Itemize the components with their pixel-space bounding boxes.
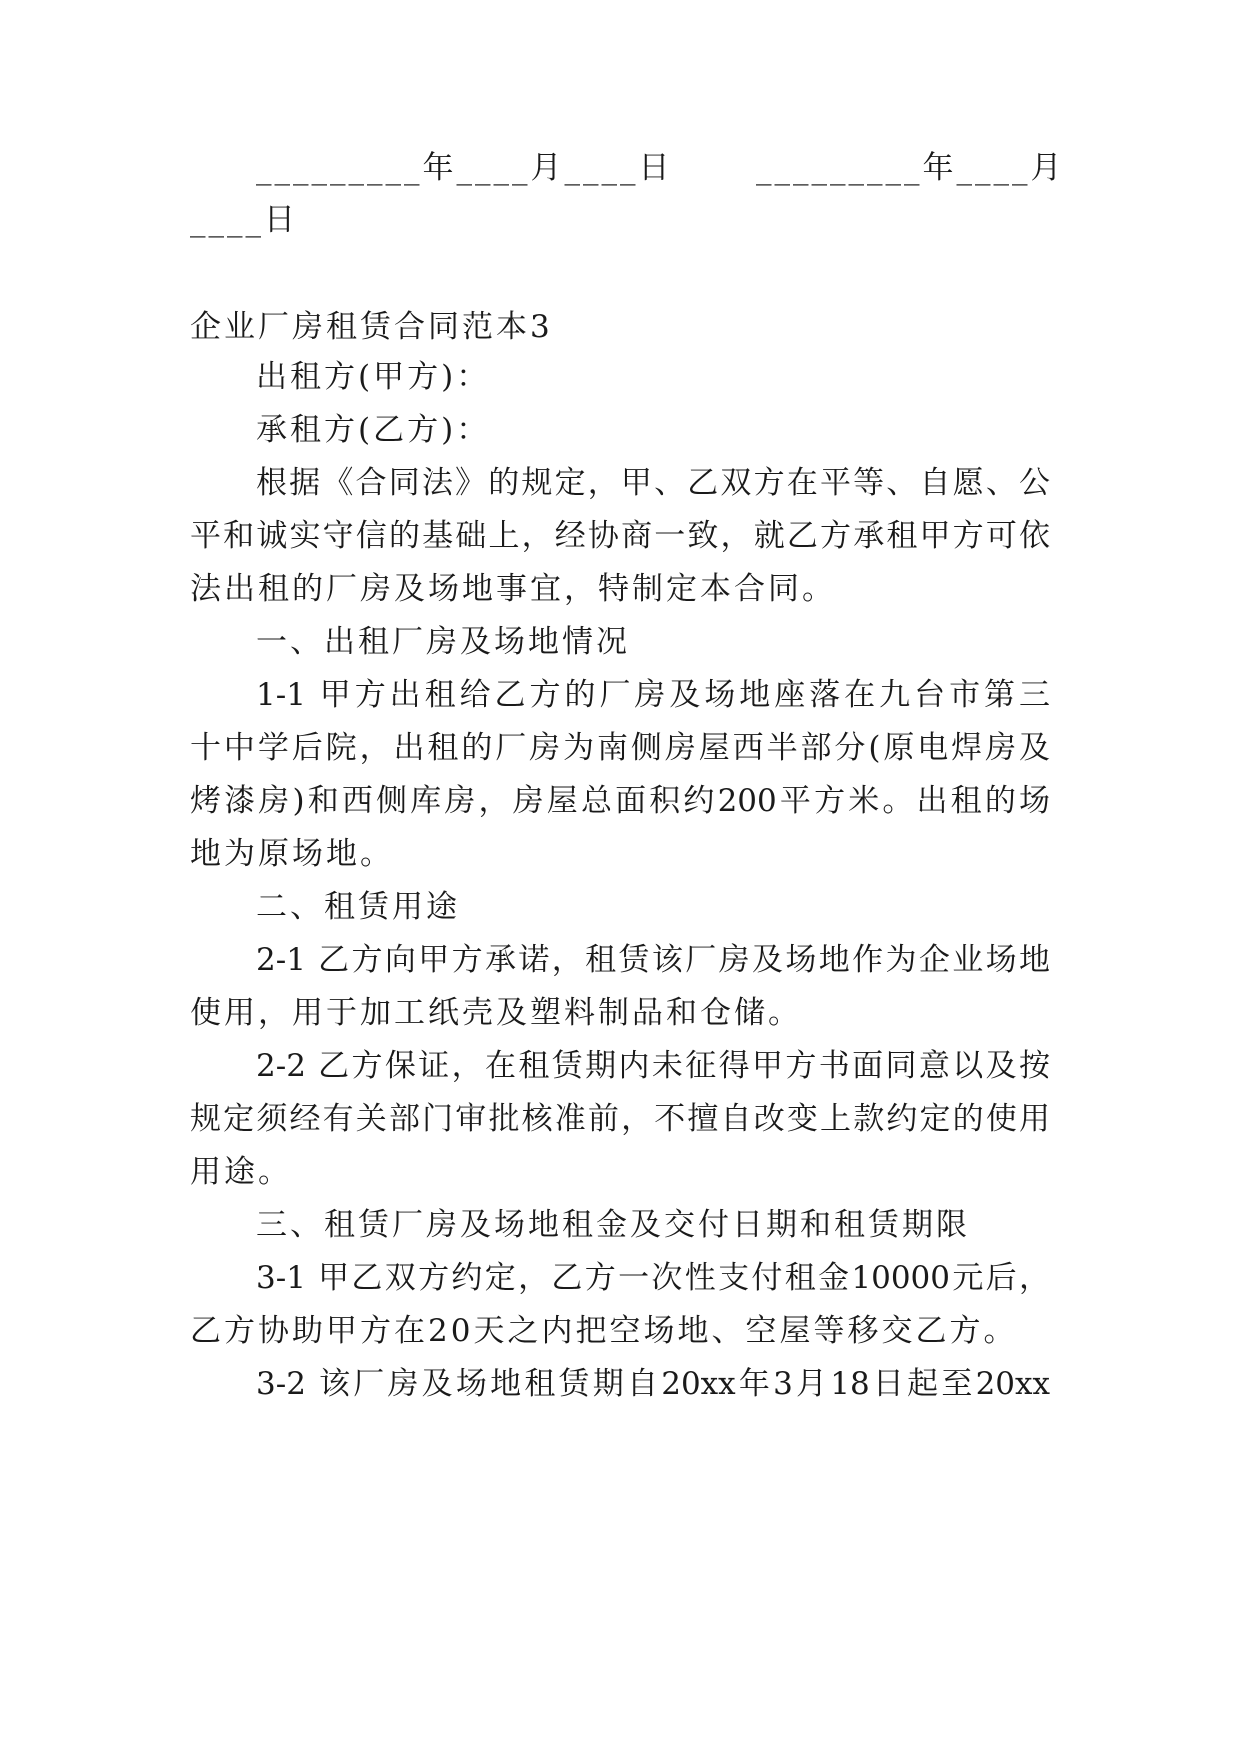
paragraph-line: 根据《合同法》的规定，甲、乙双方在平等、自愿、公 — [256, 465, 1050, 501]
paragraph-line: 乙方协助甲方在20天之内把空场地、空屋等移交乙方。 — [190, 1313, 1018, 1349]
section-heading: 一、出租厂房及场地情况 — [256, 624, 630, 660]
paragraph-line: 使用，用于加工纸壳及塑料制品和仓储。 — [190, 995, 802, 1031]
date-line-left: _________年____月____日 — [256, 150, 673, 186]
paragraph-line: 3-2 该厂房及场地租赁期自20xx年3月18日起至20xx — [256, 1366, 1050, 1402]
document-title: 企业厂房租赁合同范本3 — [190, 309, 553, 345]
paragraph-line: 2-1 乙方向甲方承诺，租赁该厂房及场地作为企业场地 — [256, 942, 1050, 978]
date-line-continued: ____日 — [190, 202, 298, 238]
paragraph-line: 用途。 — [190, 1154, 292, 1190]
paragraph-line: 烤漆房)和西侧库房，房屋总面积约200平方米。出租的场 — [190, 783, 1050, 819]
paragraph-line: 规定须经有关部门审批核准前，不擅自改变上款约定的使用 — [190, 1101, 1050, 1137]
paragraph-line: 3-1 甲乙双方约定，乙方一次性支付租金10000元后， — [256, 1260, 1050, 1296]
party-a-line: 出租方(甲方)： — [256, 359, 491, 395]
paragraph-line: 1-1 甲方出租给乙方的厂房及场地座落在九台市第三 — [256, 677, 1050, 713]
date-line-right: _________年____月 — [756, 150, 1065, 186]
paragraph-line: 十中学后院，出租的厂房为南侧房屋西半部分(原电焊房及 — [190, 730, 1050, 766]
paragraph-line: 2-2 乙方保证，在租赁期内未征得甲方书面同意以及按 — [256, 1048, 1050, 1084]
paragraph-line: 法出租的厂房及场地事宜，特制定本合同。 — [190, 571, 836, 607]
paragraph-line: 地为原场地。 — [190, 836, 394, 872]
party-b-line: 承租方(乙方)： — [256, 412, 491, 448]
section-heading: 二、租赁用途 — [256, 889, 460, 925]
paragraph-line: 平和诚实守信的基础上，经协商一致，就乙方承租甲方可依 — [190, 518, 1050, 554]
section-heading: 三、租赁厂房及场地租金及交付日期和租赁期限 — [256, 1207, 970, 1243]
